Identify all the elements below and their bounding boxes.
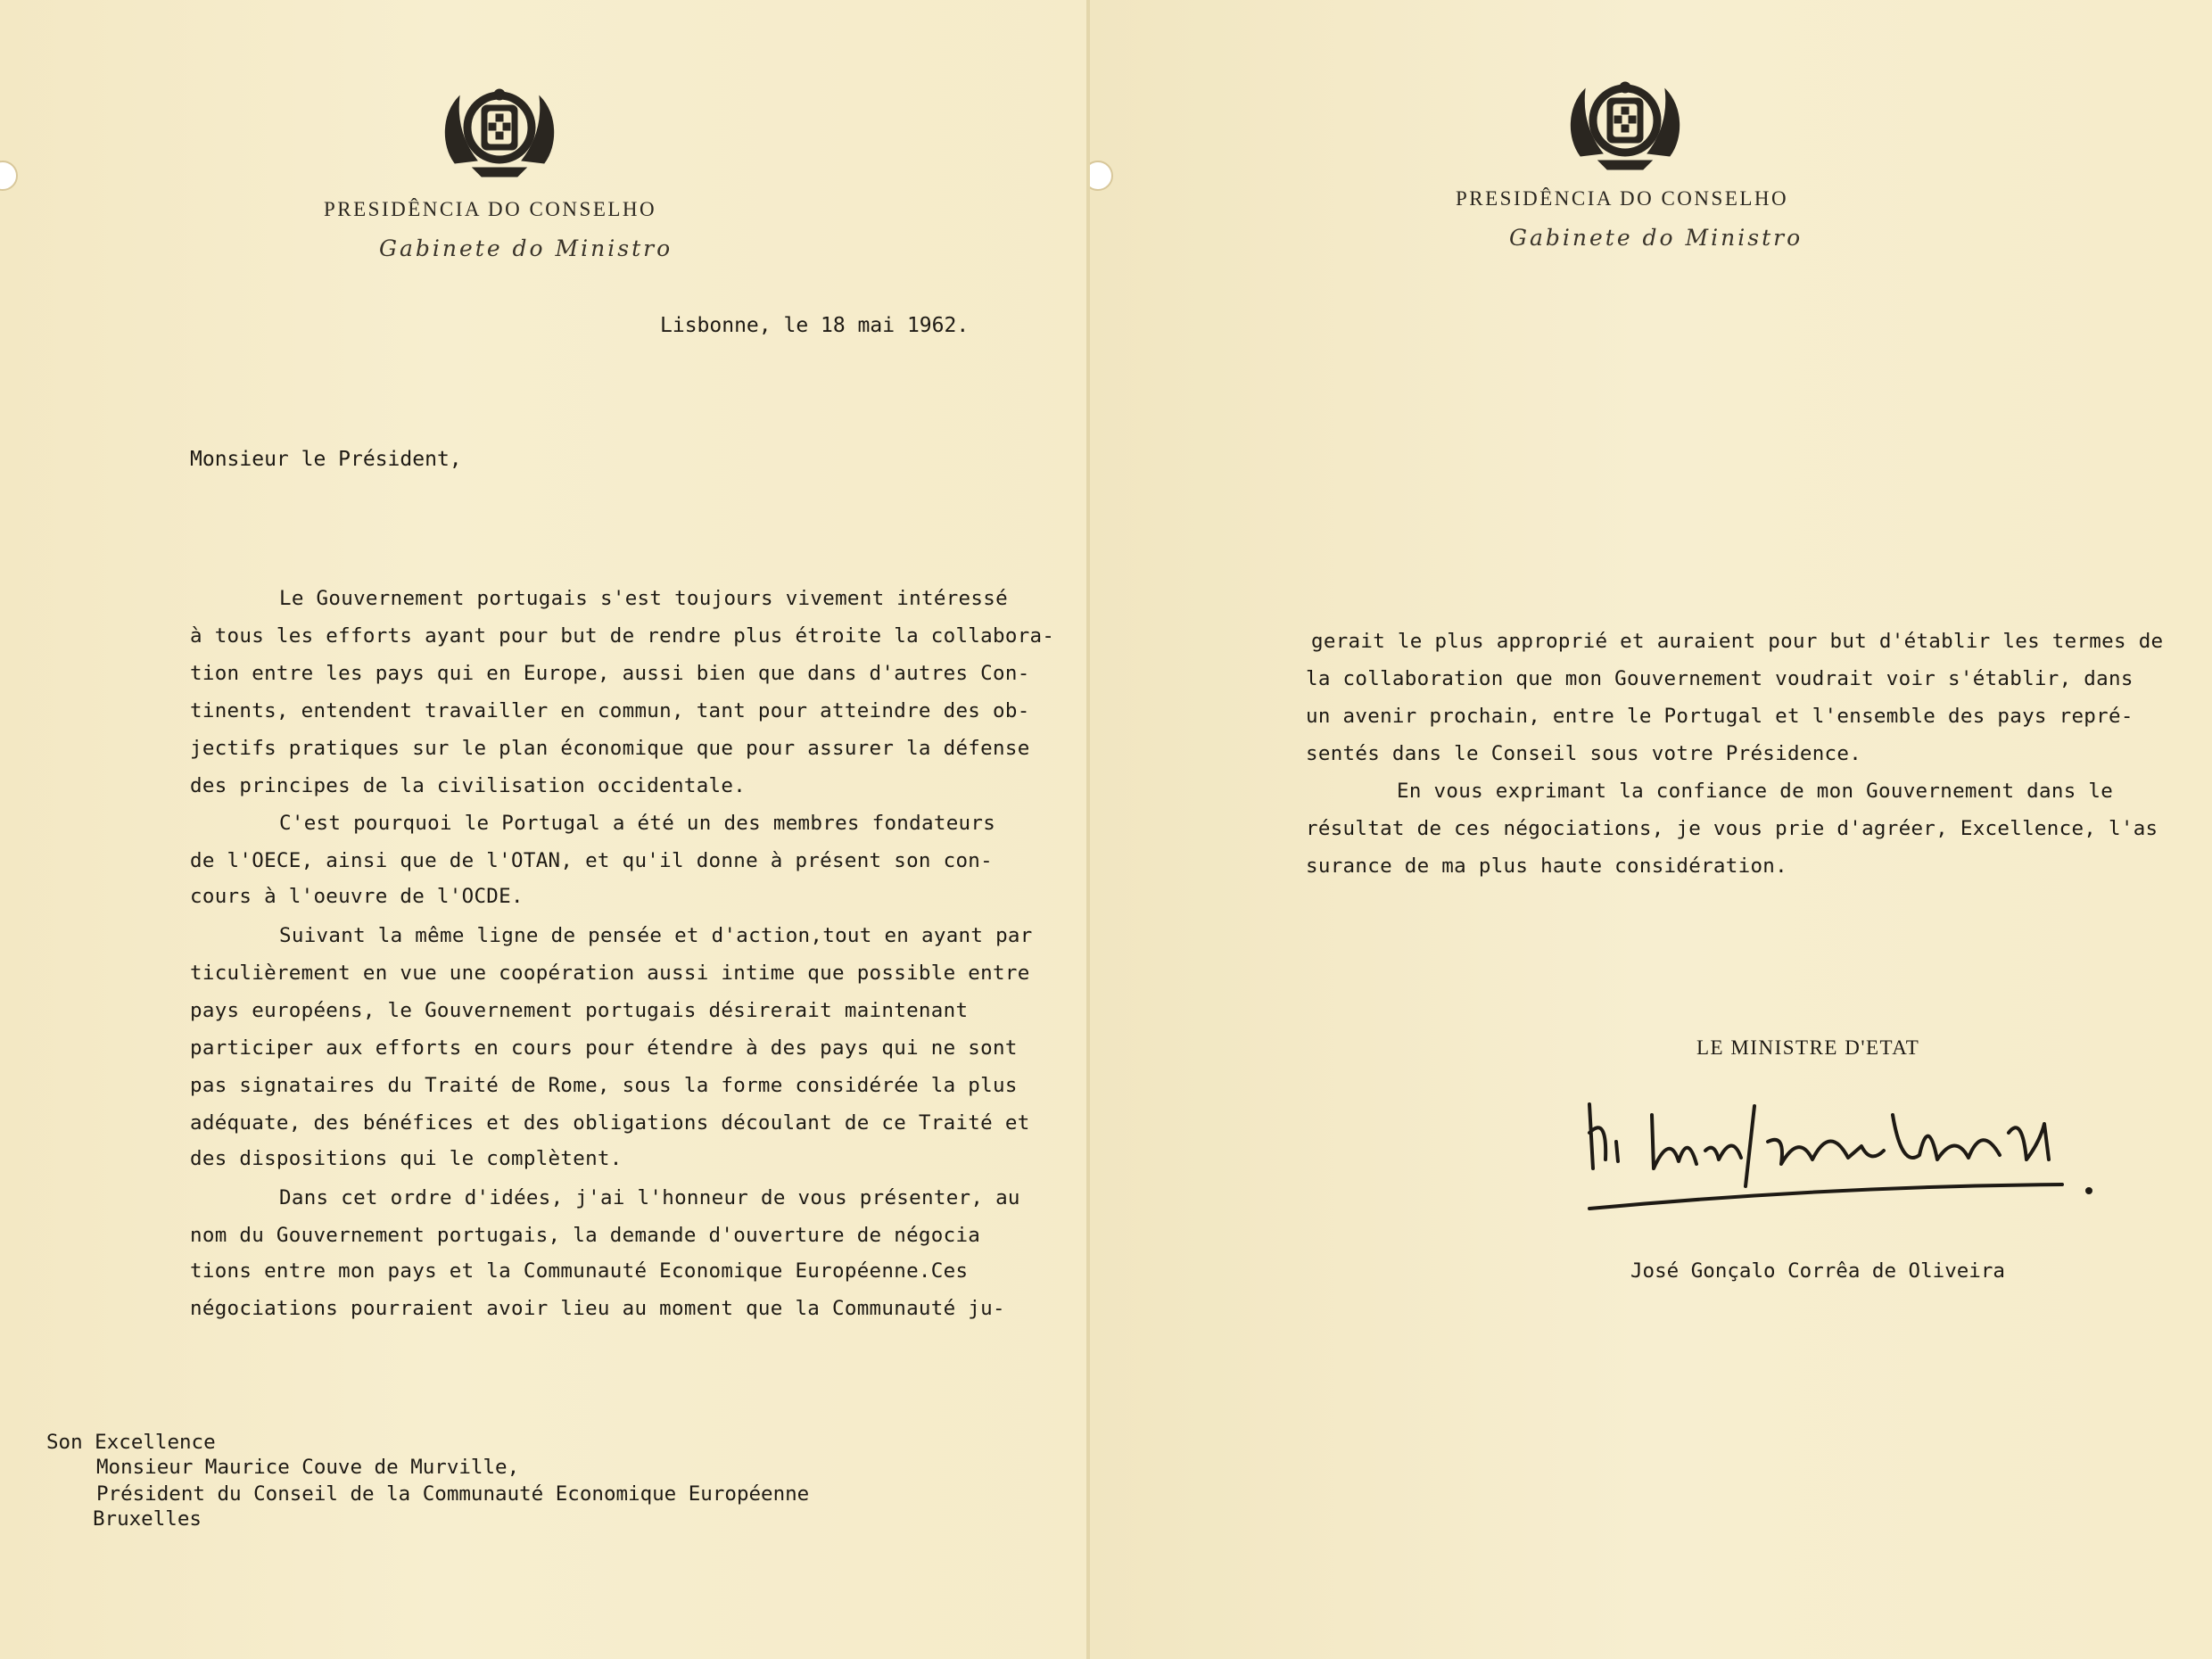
body-line: la collaboration que mon Gouvernement voudrait voir s'établir, dans: [1306, 667, 2134, 690]
body-line: cours à l'oeuvre de l'OCDE.: [190, 885, 524, 908]
signatory-title: LE MINISTRE D'ETAT: [1696, 1036, 1920, 1059]
body-line: tions entre mon pays et la Communauté Economique Européenne.Ces: [190, 1259, 969, 1283]
body-line: En vous exprimant la confiance de mon Gouvernement dans le: [1397, 780, 2114, 803]
body-line: pays européens, le Gouvernement portugais désirerait maintenant: [190, 999, 969, 1022]
body-line: négociations pourraient avoir lieu au moment que la Communauté ju-: [190, 1297, 1005, 1320]
letterhead-cabinet: Gabinete do Ministro: [379, 235, 673, 261]
body-line: gerait le plus approprié et auraient pour but d'établir les termes de: [1311, 630, 2164, 653]
address-line: Bruxelles: [93, 1507, 202, 1531]
punch-hole: [1090, 161, 1113, 191]
letter-date: Lisbonne, le 18 mai 1962.: [660, 314, 970, 337]
address-line: Monsieur Maurice Couve de Murville,: [96, 1456, 520, 1479]
body-line: de l'OECE, ainsi que de l'OTAN, et qu'il donne à présent son con-: [190, 849, 993, 872]
body-line: des dispositions qui le complètent.: [190, 1147, 623, 1170]
letter-page-1: [0, 0, 1088, 1659]
body-line: ticulièrement en vue une coopération aussi intime que possible entre: [190, 962, 1030, 985]
coat-of-arms-icon: [437, 78, 562, 181]
letterhead-cabinet: Gabinete do Ministro: [1509, 225, 1803, 251]
body-line: nom du Gouvernement portugais, la demande d'ouverture de négocia: [190, 1224, 981, 1247]
body-line: des principes de la civilisation occidentale.: [190, 774, 747, 797]
salutation: Monsieur le Président,: [190, 448, 462, 471]
address-line: Président du Conseil de la Communauté Economique Européenne: [96, 1482, 810, 1506]
body-line: sentés dans le Conseil sous votre Présidence.: [1306, 742, 1862, 765]
body-line: jectifs pratiques sur le plan économique que pour assurer la défense: [190, 737, 1030, 760]
letter-page-2: [1090, 0, 2212, 1659]
body-line: adéquate, des bénéfices et des obligations découlant de ce Traité et: [190, 1111, 1030, 1135]
body-line: C'est pourquoi le Portugal a été un des membres fondateurs: [279, 812, 996, 835]
body-line: Le Gouvernement portugais s'est toujours vivement intéressé: [279, 587, 1008, 610]
body-line: Suivant la même ligne de pensée et d'action,tout en ayant par: [279, 924, 1033, 947]
body-line: résultat de ces négociations, je vous prie d'agréer, Excellence, l'as: [1306, 817, 2158, 840]
address-line: Son Excellence: [46, 1431, 216, 1454]
body-line: à tous les efforts ayant pour but de rendre plus étroite la collabora-: [190, 624, 1055, 648]
handwritten-signature: [1563, 1079, 2134, 1213]
body-line: pas signataires du Traité de Rome, sous la forme considérée la plus: [190, 1074, 1018, 1097]
punch-hole: [0, 161, 18, 191]
letterhead-office: PRESIDÊNCIA DO CONSELHO: [324, 198, 657, 220]
body-line: Dans cet ordre d'idées, j'ai l'honneur de vous présenter, au: [279, 1186, 1020, 1209]
body-line: tinents, entendent travailler en commun, tant pour atteindre des ob-: [190, 699, 1030, 722]
signatory-name: José Gonçalo Corrêa de Oliveira: [1630, 1259, 2005, 1283]
letterhead-office: PRESIDÊNCIA DO CONSELHO: [1456, 187, 1789, 210]
body-line: surance de ma plus haute considération.: [1306, 854, 1787, 878]
body-line: un avenir prochain, entre le Portugal et l'ensemble des pays repré-: [1306, 705, 2134, 728]
body-line: participer aux efforts en cours pour étendre à des pays qui ne sont: [190, 1036, 1018, 1060]
coat-of-arms-icon: [1563, 71, 1688, 174]
body-line: tion entre les pays qui en Europe, aussi bien que dans d'autres Con-: [190, 662, 1030, 685]
